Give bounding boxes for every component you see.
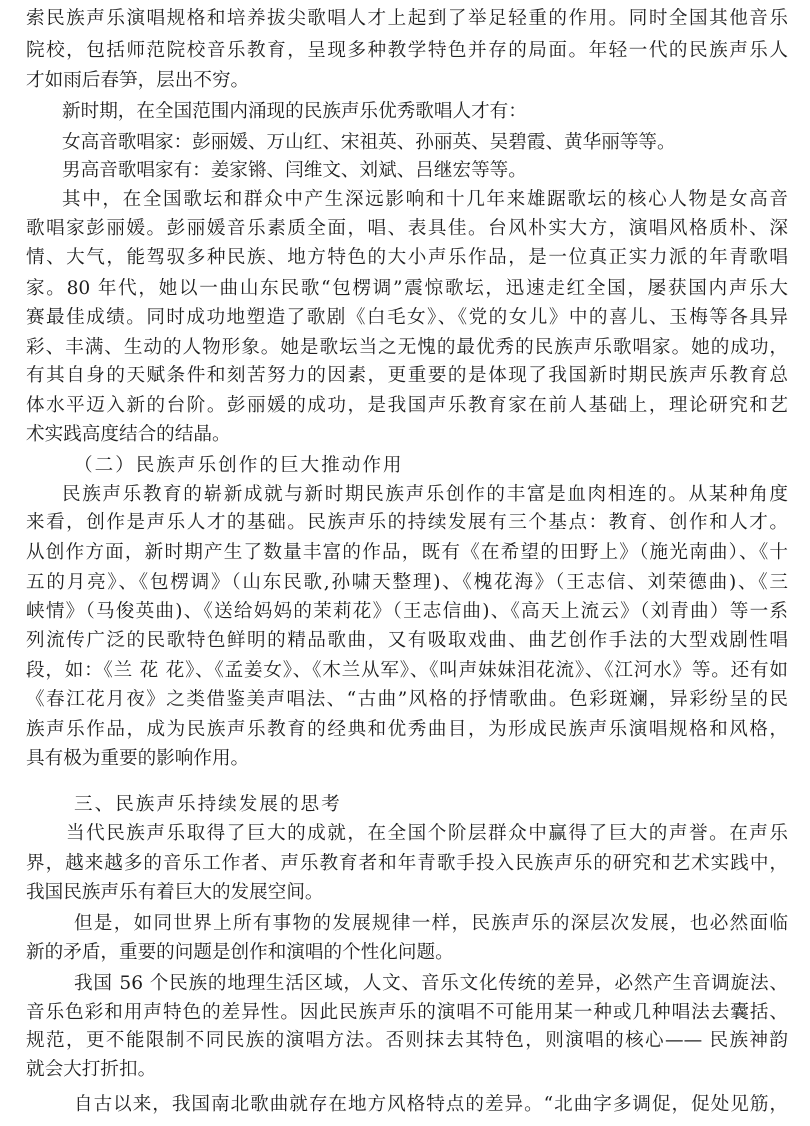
text-line: 才如雨后春笋，层出不穷。 <box>26 70 250 91</box>
text-line: 峡情》（马俊英曲)、《送给妈妈的茉莉花》（王志信曲)、《高天上流云》（刘青曲）等一系 <box>26 601 788 622</box>
text-line: 体水平迈入新的台阶。彭丽媛的成功，是我国声乐教育家在前人基础上，理论研究和艺 <box>26 395 788 416</box>
text-line: 段，如：《兰 花 花》、《孟姜女》、《木兰从军》、《叫声妹妹泪花流》、《江河水》等。还有如 <box>26 660 788 681</box>
text-line: 男高音歌唱家有：姜家锵、闫维文、刘斌、吕继宏等等。 <box>62 160 527 181</box>
text-line: 自古以来，我国南北歌曲就存在地方风格特点的差异。“北曲字多调促，促处见筋， <box>74 1094 788 1115</box>
text-line: 五的月亮》、《包楞调》（山东民歌,孙啸天整理)、《槐花海》（王志信、刘荣德曲)、《三 <box>26 572 788 593</box>
text-line: 族声乐作品，成为民族声乐教育的经典和优秀曲目，为形成民族声乐演唱规格和风格， <box>26 719 788 740</box>
text-line: 当代民族声乐取得了巨大的成就，在全国个阶层群众中赢得了巨大的声誉。在声乐 <box>66 823 788 844</box>
text-line: 《春江花月夜》之类借鉴美声唱法、“古曲”风格的抒情歌曲。色彩斑斓，异彩纷呈的民 <box>26 689 788 710</box>
text-line: 索民族声乐演唱规格和培养拔尖歌唱人才上起到了举足轻重的作用。同时全国其他音乐 <box>26 8 788 29</box>
text-line: 音乐色彩和用声特色的差异性。因此民族声乐的演唱不可能用某一种或几种唱法去囊括、 <box>26 1002 788 1023</box>
text-line: 情、大气，能驾驭多种民族、地方特色的大小声乐作品，是一位真正实力派的年青歌唱 <box>26 247 788 268</box>
text-line: 赛最佳成绩。同时成功地塑造了歌剧《白毛女》、《党的女儿》中的喜儿、玉梅等各具异 <box>26 307 788 328</box>
text-line: 规范，更不能限制不同民族的演唱方法。否则抹去其特色，则演唱的核心—— 民族神韵 <box>26 1030 788 1051</box>
section-heading: （二）民族声乐创作的巨大推动作用 <box>74 455 404 476</box>
text-line: 来看，创作是声乐人才的基础。民族声乐的持续发展有三个基点：教育、创作和人才。 <box>26 512 788 533</box>
text-line: 有其自身的天赋条件和刻苦努力的因素，更重要的是体现了我国新时期民族声乐教育总 <box>26 365 788 386</box>
text-line: 界，越来越多的音乐工作者、声乐教育者和年青歌手投入民族声乐的研究和艺术实践中， <box>26 853 788 874</box>
text-line: 列流传广泛的民歌特色鲜明的精品歌曲，又有吸取戏曲、曲艺创作手法的大型戏剧性唱 <box>26 630 788 651</box>
text-line: 新的矛盾，重要的问题是创作和演唱的个性化问题。 <box>26 942 454 963</box>
text-line: 歌唱家彭丽媛。彭丽媛音乐素质全面，唱、表具佳。台风朴实大方，演唱风格质朴、深 <box>26 218 788 239</box>
text-line: 其中，在全国歌坛和群众中产生深远影响和十几年来雄踞歌坛的核心人物是女高音 <box>62 189 788 210</box>
text-line: 具有极为重要的影响作用。 <box>26 748 250 769</box>
text-line: 从创作方面，新时期产生了数量丰富的作品，既有《在希望的田野上》（施光南曲）、《十 <box>26 542 788 563</box>
section-heading: 三、民族声乐持续发展的思考 <box>74 794 342 815</box>
text-line: 家。80 年代，她以一曲山东民歌“包楞调”震惊歌坛，迅速走红全国，屡获国内声乐大 <box>26 278 788 299</box>
text-line: 彩、丰满、生动的人物形象。她是歌坛当之无愧的最优秀的民族声乐歌唱家。她的成功， <box>26 337 788 358</box>
text-line: 我国民族声乐有着巨大的发展空间。 <box>26 882 324 903</box>
text-line: 术实践高度结合的结晶。 <box>26 424 231 445</box>
text-line: 新时期，在全国范围内涌现的民族声乐优秀歌唱人才有： <box>62 101 527 122</box>
text-line: 院校，包括师范院校音乐教育，呈现多种教学特色并存的局面。年轻一代的民族声乐人 <box>26 40 788 61</box>
text-line: 女高音歌唱家：彭丽媛、万山红、宋祖英、孙丽英、吴碧霞、黄华丽等等。 <box>62 132 676 153</box>
text-line: 但是，如同世界上所有事物的发展规律一样，民族声乐的深层次发展，也必然面临 <box>74 913 788 934</box>
text-line: 民族声乐教育的崭新成就与新时期民族声乐创作的丰富是血肉相连的。从某种角度 <box>62 484 788 505</box>
text-line: 我国 56 个民族的地理生活区域，人文、音乐文化传统的差异，必然产生音调旋法、 <box>74 973 788 994</box>
text-line: 就会大打折扣。 <box>26 1059 157 1080</box>
